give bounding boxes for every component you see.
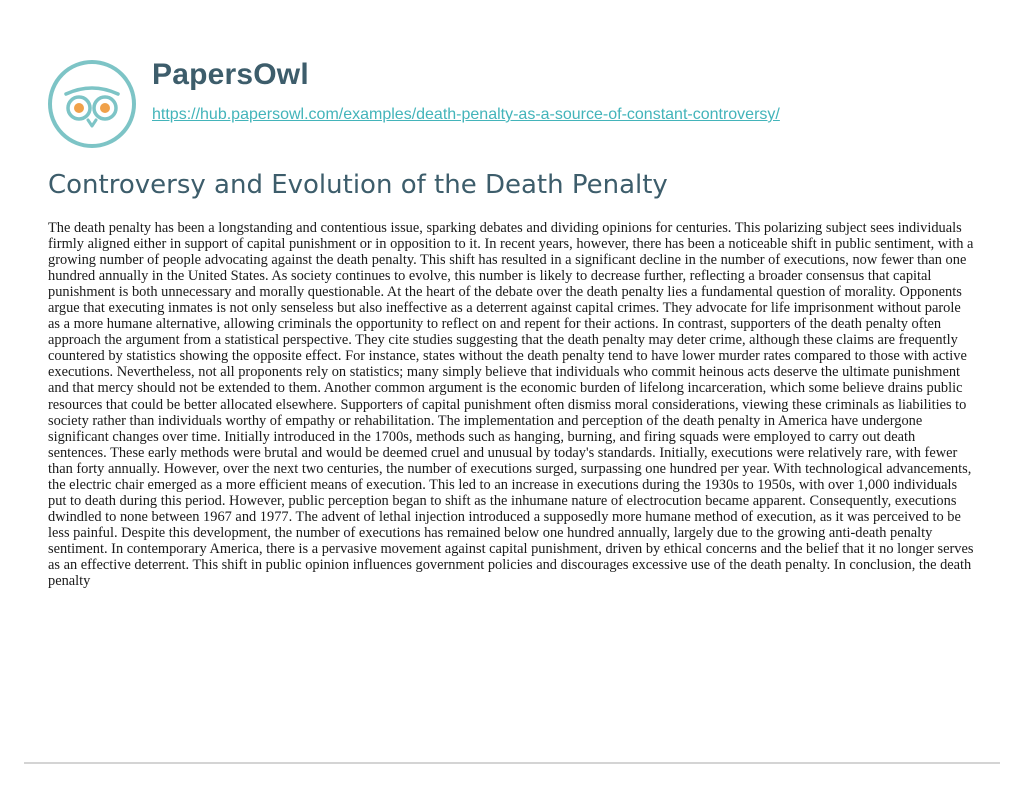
page-header <box>0 0 1024 160</box>
owl-eyes-logo-icon <box>48 60 138 150</box>
brand-name: PapersOwl <box>152 58 309 91</box>
essay-body: The death penalty has been a longstanding and contentious issue, sparking debates and dividing opinions for centuries. This polarizing subject sees individuals firmly aligned either in support of capital punishment or in opposition to it. In recent years, however, there has been a noticeable shift in public sentiment, with a growing number of people advocating against the death penalty. This shift has resulted in a significant decline in the number of executions, now fewer than one hundred annually in the United States. As society continues to evolve, this number is likely to decrease further, reflecting a broader consensus that capital punishment is both unnecessary and morally questionable. At the heart of the debate over the death penalty lies a fundamental question of morality. Opponents argue that executing inmates is not only senseless but also ineffective as a deterrent against capital crimes. They advocate for life imprisonment without parole as a more humane alternative, allowing criminals the opportunity to reflect on and repent for their actions. In contrast, supporters of the death penalty often approach the argument from a statistical perspective. They cite studies suggesting that the death penalty may deter crime, although these claims are frequently countered by statistics showing the opposite effect. For instance, states without the death penalty tend to have lower murder rates compared to those with active executions. Nevertheless, not all proponents rely on statistics; many simply believe that individuals who commit heinous acts deserve the ultimate punishment and that mercy should not be extended to them. Another common argument is the economic burden of lifelong incarceration, which some believe drains public resources that could be better allocated elsewhere. Supporters of capital punishment often dismiss moral considerations, viewing these criminals as liabilities to society rather than individuals worthy of empathy or rehabilitation. The implementation and perception of the death penalty in America have undergone significant changes over time. Initially introduced in the 1700s, methods such as hanging, burning, and firing squads were employed to carry out death sentences. These early methods were brutal and would be deemed cruel and unusual by today's standards. Initially, executions were relatively rare, with fewer than forty annually. However, over the next two centuries, the number of executions surged, surpassing one hundred per year. With technological advancements, the electric chair emerged as a more efficient means of execution. This led to an increase in executions during the 1930s to 1950s, with over 1,000 individuals put to death during this period. However, public perception began to shift as the inhumane nature of electrocution became apparent. Consequently, executions dwindled to none between 1967 and 1977. The advent of lethal injection introduced a supposedly more humane method of execution, as it was perceived to be less painful. Despite this development, the number of executions has remained below one hundred annually, largely due to the growing anti-death penalty sentiment. In contemporary America, there is a pervasive movement against capital punishment, driven by ethical concerns and the belief that it no longer serves as an effective deterrent. This shift in public opinion influences government policies and discourages excessive use of the death penalty. In conclusion, the death penalty <box>48 220 974 590</box>
page-divider <box>24 762 1000 764</box>
source-url-link[interactable]: https://hub.papersowl.com/examples/death-penalty-as-a-source-of-constant-controversy/ <box>152 106 780 123</box>
essay-title: Controversy and Evolution of the Death Penalty <box>48 170 668 200</box>
